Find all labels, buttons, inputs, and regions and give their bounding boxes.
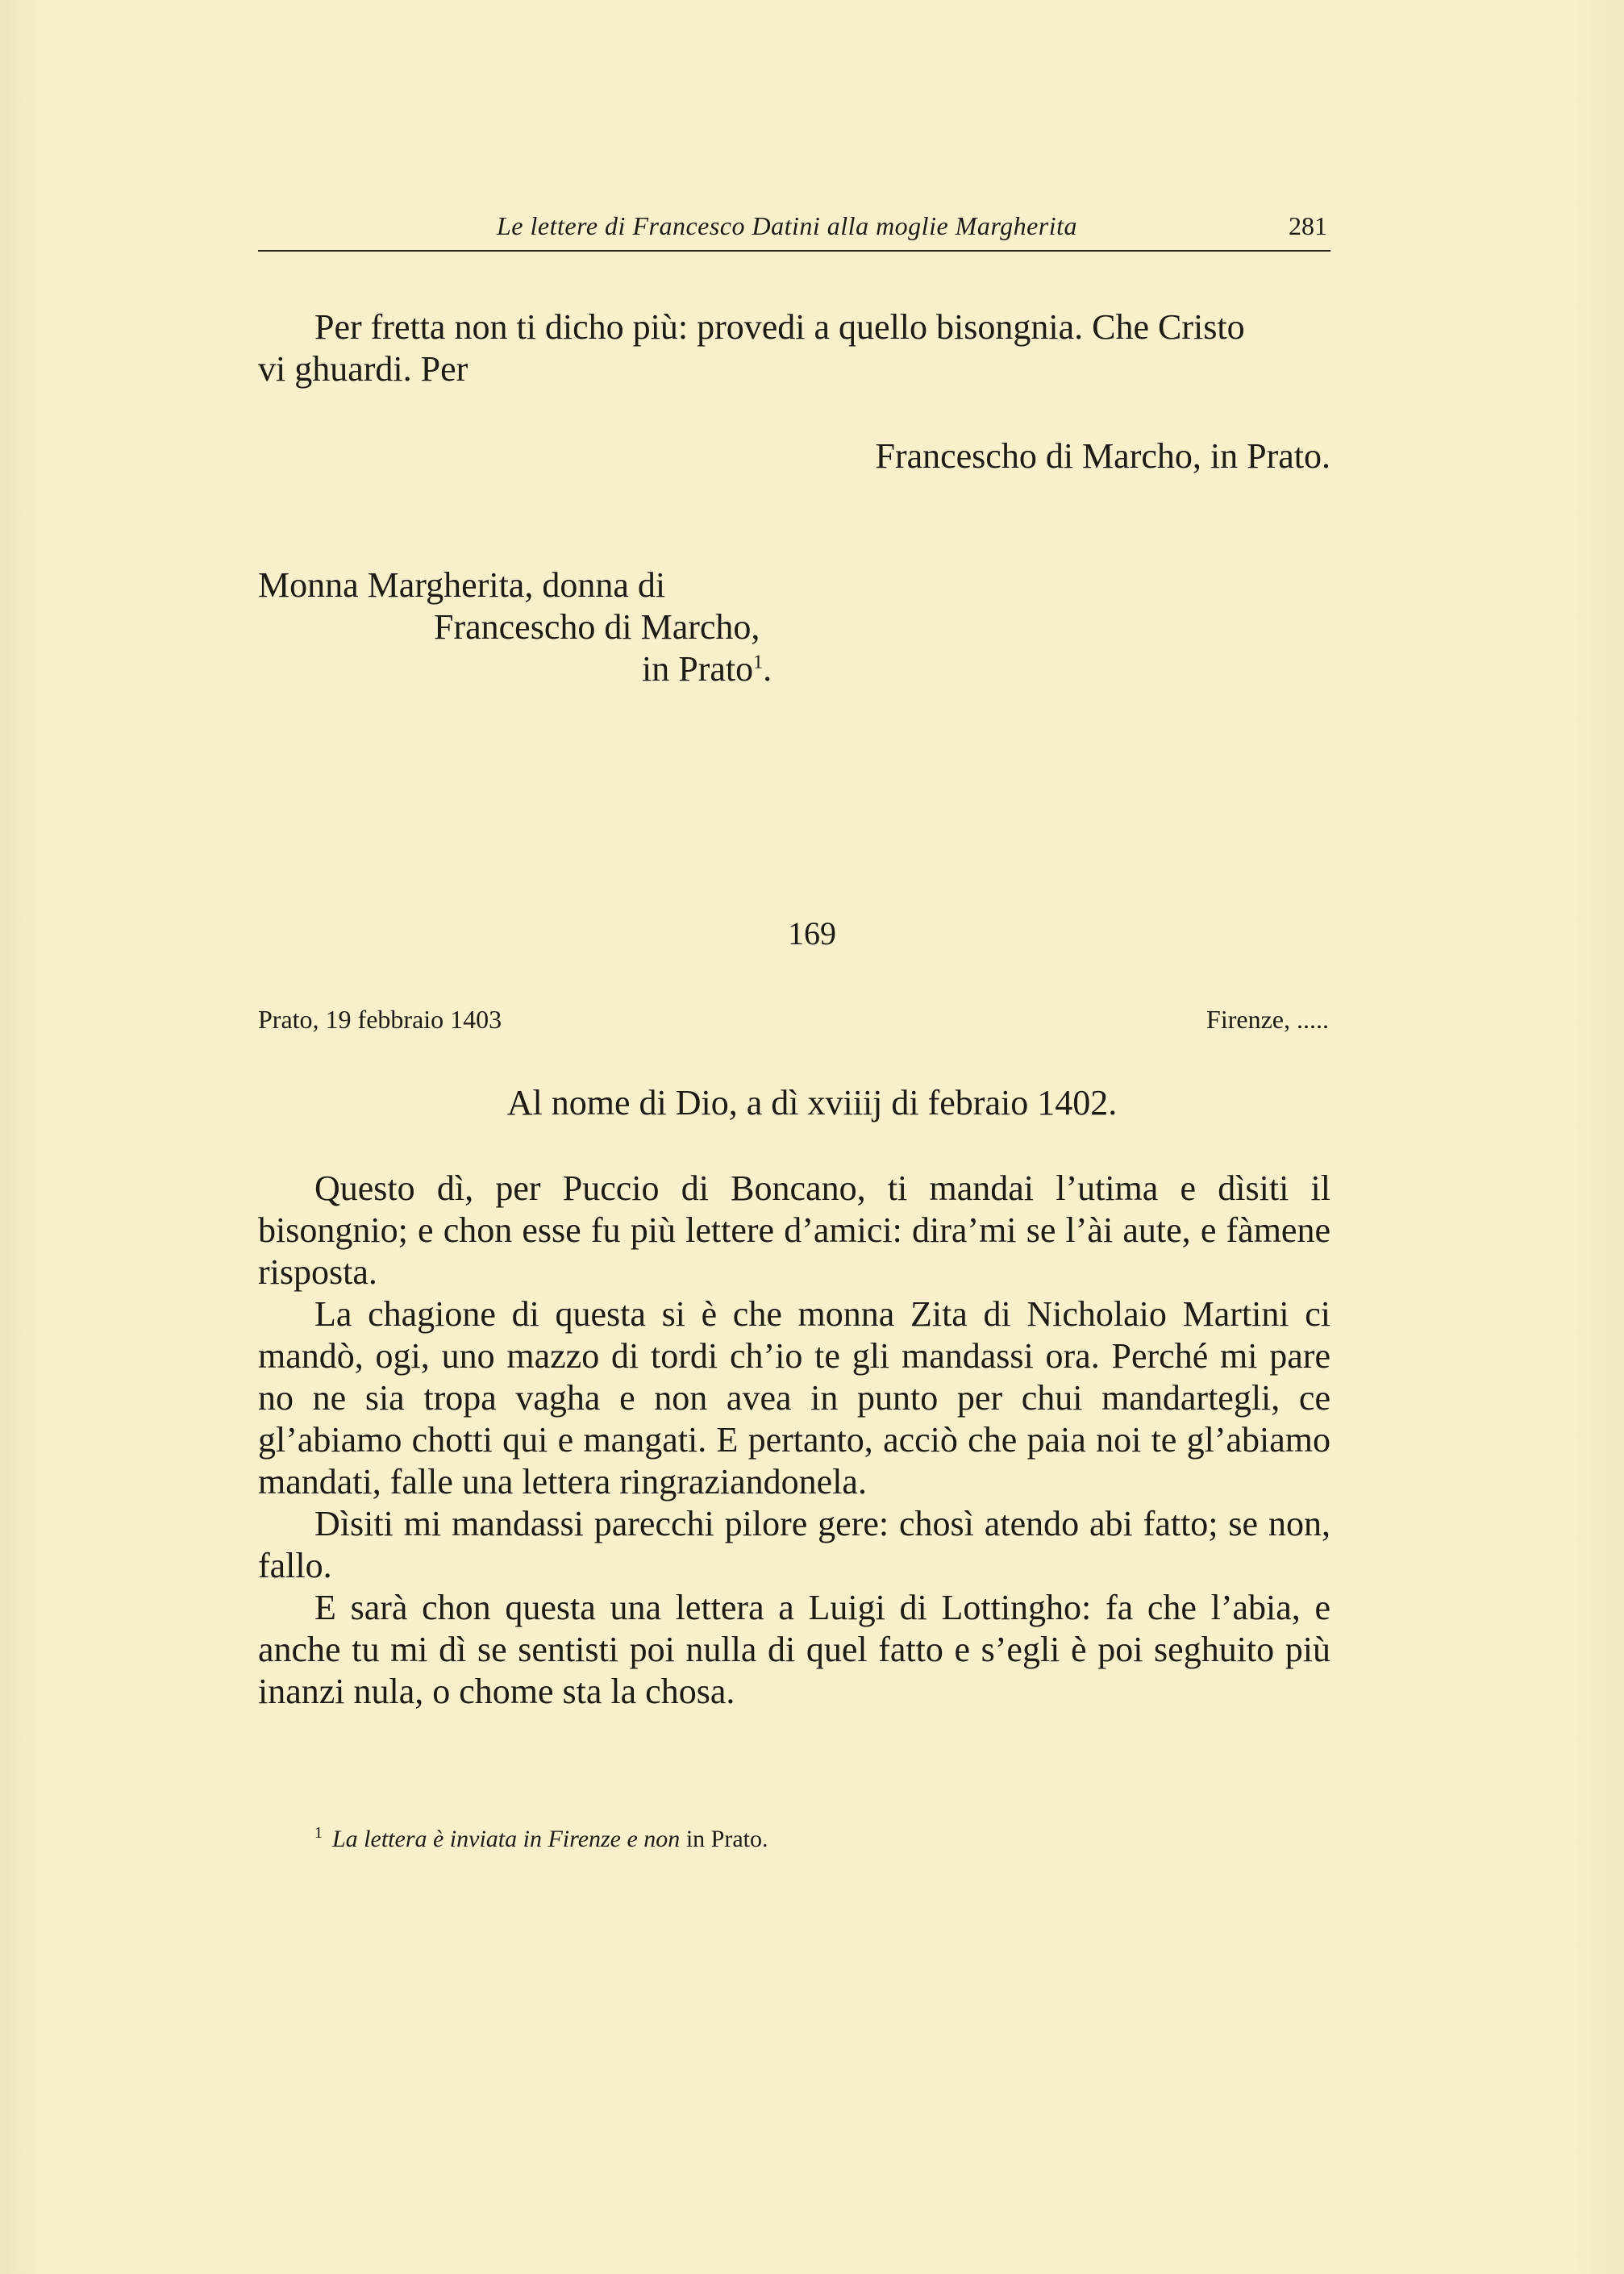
page-number: 281 xyxy=(1289,211,1327,240)
footnote xyxy=(314,1824,768,1853)
address-line-1: Monna Margherita, donna di xyxy=(258,565,666,605)
letter-body xyxy=(258,1168,1330,1713)
running-header xyxy=(258,211,1330,252)
footnote-italic-text: La lettera è inviata in Firenze e non xyxy=(332,1826,681,1852)
paragraph-2: La chagione di questa si è che monna Zita di Nicholaio Martini ci mandò, ogi, uno mazzo di tordi ch’io te gli mandassi ora. Perché mi pare no ne sia tropa vagha e non avea in punto per chui mandartegli, ce gl’abiamo chotti qui e mangati. E pertanto, acciò che paia noi te gl’abiamo mandati, falle una lettera ringraziandonela. xyxy=(258,1294,1330,1501)
destination: Firenze, ..... xyxy=(1206,1005,1329,1034)
address-line-3-end: . xyxy=(763,649,772,689)
letter-number: 169 xyxy=(788,915,836,952)
address-line-3 xyxy=(258,648,772,690)
signature: Francescho di Marcho, in Prato. xyxy=(875,436,1330,476)
running-title: Le lettere di Francesco Datini alla moglie Margherita xyxy=(497,211,1078,240)
paragraph-4: E sarà chon questa una lettera a Luigi di Lottingho: fa che l’abia, e anche tu mi dì se sentisti poi nulla di quel fatto e s’egli è poi seghuito più inanzi nula, o chome sta la chosa. xyxy=(258,1588,1330,1711)
invocation: Al nome di Dio, a dì xviiij di febraio 1402. xyxy=(506,1083,1118,1122)
address-line-2: Francescho di Marcho, xyxy=(434,607,760,647)
footnote-reference: 1 xyxy=(753,652,764,673)
paragraph-1: Questo dì, per Puccio di Boncano, ti mandai l’utima e dìsiti il bisongnio; e chon esse fu più lettere d’amici: dira’mi se l’ài aute, e fàmene risposta. xyxy=(258,1168,1330,1292)
address-block xyxy=(258,564,772,690)
footnote-roman-text: in Prato. xyxy=(685,1826,768,1852)
paragraph-3: Dìsiti mi mandassi parecchi pilore gere: chosì atendo abi fatto; se non, fallo. xyxy=(258,1504,1330,1585)
closing-line-2: vi ghuardi. Per xyxy=(258,349,468,389)
place-date: Prato, 19 febbraio 1403 xyxy=(258,1005,502,1034)
footnote-mark: 1 xyxy=(314,1824,323,1842)
address-line-3-text: in Prato xyxy=(642,649,754,689)
previous-letter-closing xyxy=(258,306,1330,390)
closing-line-1: Per fretta non ti dicho più: provedi a quello bisongnia. Che Cristo xyxy=(314,307,1245,347)
